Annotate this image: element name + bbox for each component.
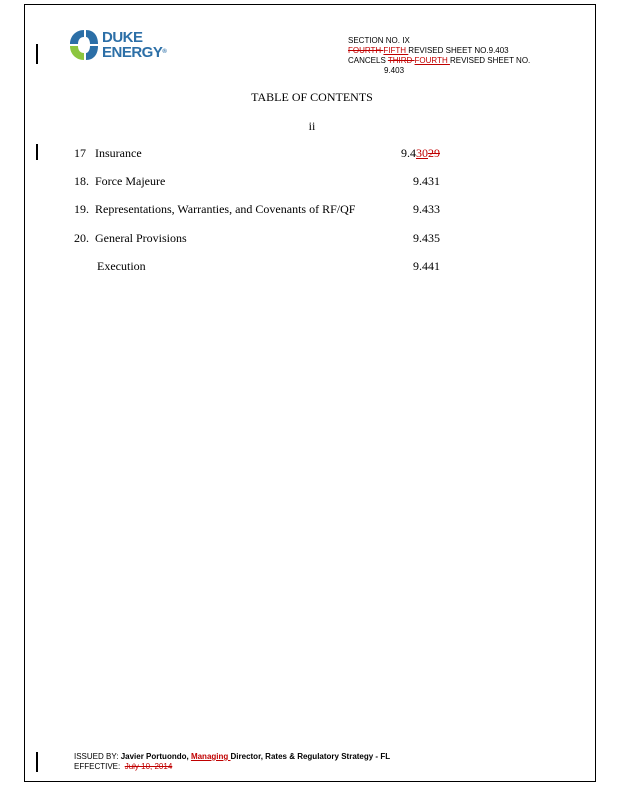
toc-page-number: 9.431 — [413, 174, 440, 188]
issuer-name: Javier Portuondo, — [120, 752, 191, 761]
toc-page-prefix: 9.4 — [401, 146, 416, 160]
toc-row — [74, 259, 440, 275]
revised-sheet-text: REVISED SHEET NO.9.403 — [408, 46, 509, 55]
cancels-prefix: CANCELS — [348, 56, 388, 65]
inserted-cancels-revision: FOURTH — [414, 56, 450, 65]
change-bar-header — [36, 44, 38, 64]
issued-by-line — [74, 752, 390, 762]
toc-row — [74, 231, 440, 247]
logo-line-2: ENERGY — [102, 44, 163, 61]
logo-wordmark — [102, 30, 166, 60]
effective-label: EFFECTIVE: — [74, 762, 121, 771]
revised-sheet-line — [348, 46, 530, 56]
duke-energy-logo — [68, 28, 178, 68]
toc-row — [74, 146, 440, 162]
toc-entry: Force Majeure — [95, 174, 166, 188]
toc-number: 17 — [74, 146, 86, 160]
toc-page-number — [401, 146, 440, 161]
cancels-sheet-text: REVISED SHEET NO. — [449, 56, 531, 65]
toc-title: TABLE OF CONTENTS — [251, 90, 373, 104]
toc-entry: Representations, Warranties, and Covenants of RF/QF — [95, 202, 356, 216]
toc-number: 20. — [74, 231, 89, 245]
duke-energy-logo-icon — [68, 28, 100, 62]
cancels-line — [348, 56, 530, 66]
toc-page-number: 9.435 — [413, 231, 440, 245]
toc-row — [74, 202, 440, 218]
issued-by-label: ISSUED BY: — [74, 752, 119, 761]
toc-entry: General Provisions — [95, 231, 187, 245]
change-bar-insurance — [36, 144, 38, 160]
cancels-sheet-number: 9.403 — [384, 66, 405, 75]
section-number: SECTION NO. IX — [348, 36, 410, 45]
sheet-footer — [74, 752, 390, 772]
toc-entry: Insurance — [95, 146, 142, 160]
effective-line — [74, 762, 390, 772]
deleted-cancels-revision: THIRD — [387, 56, 415, 65]
deleted-revision: FOURTH — [348, 46, 384, 55]
toc-number: 18. — [74, 174, 89, 188]
toc-page-marker: ii — [308, 119, 316, 133]
sheet-header — [348, 36, 530, 76]
inserted-page: 30 — [416, 146, 428, 160]
change-bar-footer — [36, 752, 38, 772]
toc-page-number: 9.433 — [413, 202, 440, 216]
toc-entry: Execution — [97, 259, 146, 273]
registered-mark: ® — [162, 49, 167, 55]
issuer-title: Director, Rates & Regulatory Strategy - FL — [230, 752, 391, 761]
toc-page-number: 9.441 — [413, 259, 440, 273]
toc-row — [74, 174, 440, 190]
deleted-effective-date: July 10, 2014 — [124, 762, 173, 771]
toc-number: 19. — [74, 202, 89, 216]
deleted-page: 29 — [428, 146, 440, 160]
inserted-title: Managing — [190, 752, 231, 761]
inserted-revision: FIFTH — [383, 46, 409, 55]
logo-line-1: DUKE — [102, 29, 143, 46]
